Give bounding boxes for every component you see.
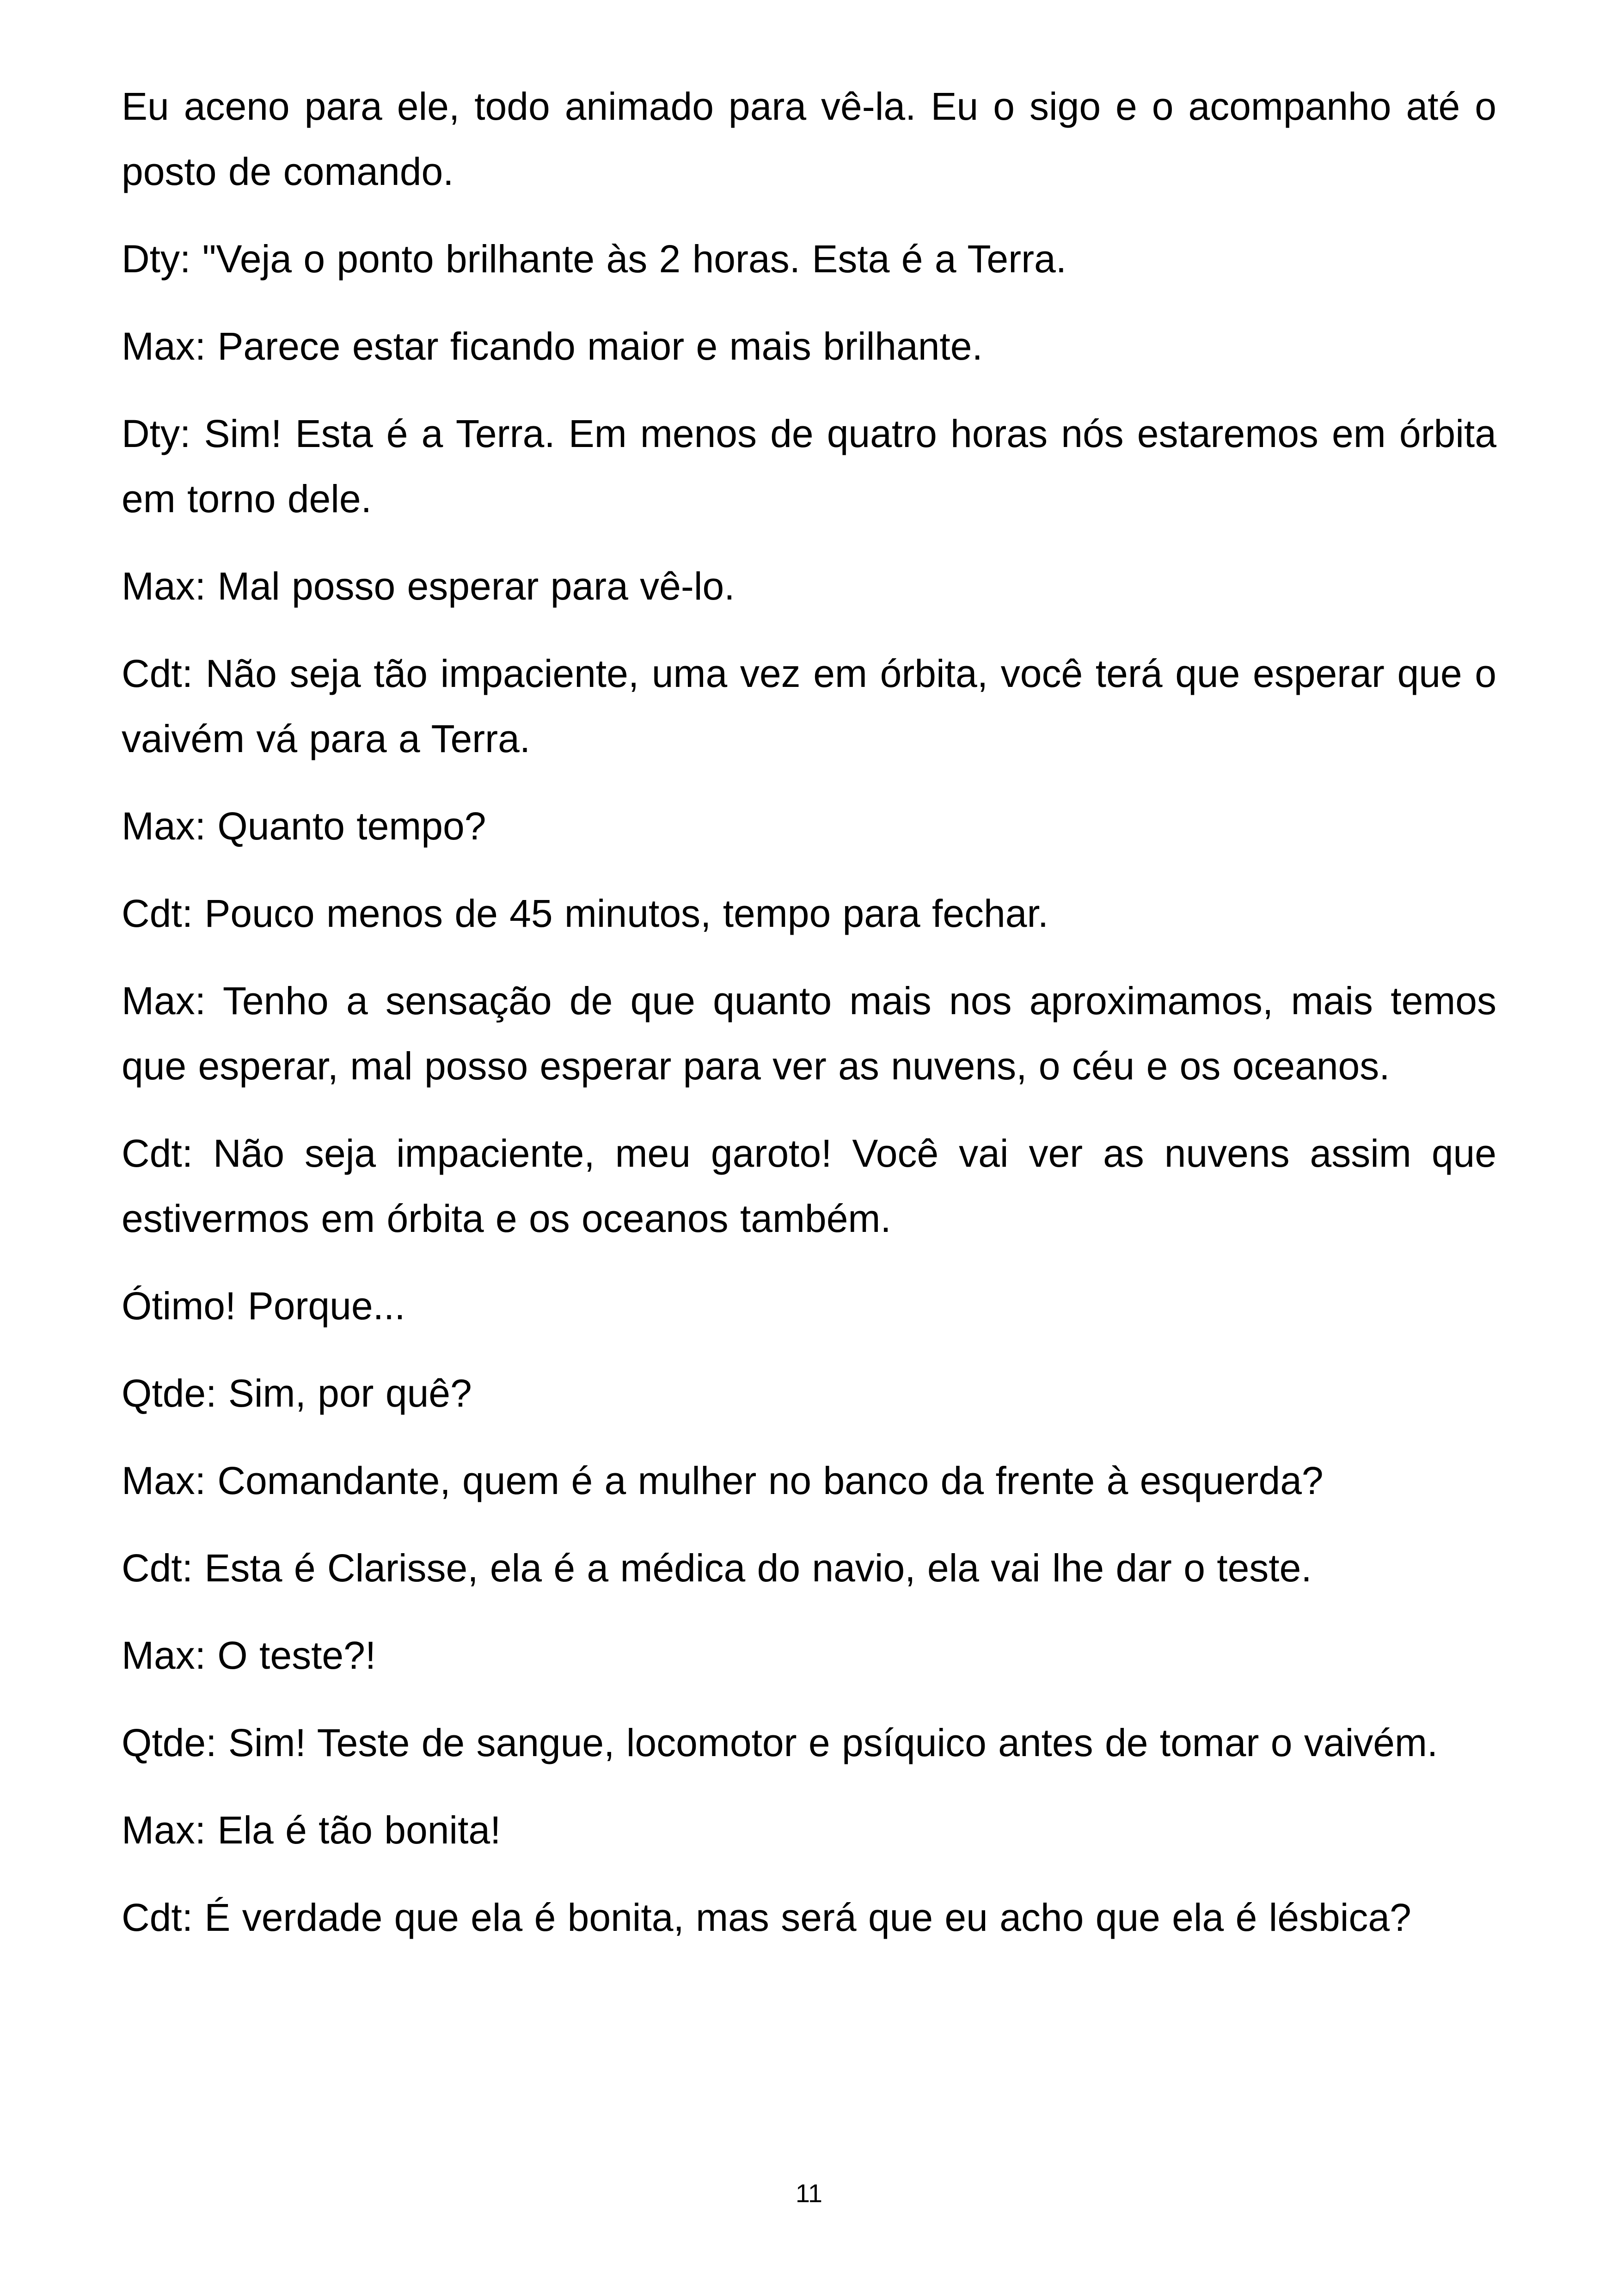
paragraph: Cdt: Não seja impaciente, meu garoto! Você vai ver as nuvens assim que estivermos em órbita e os oceanos também. xyxy=(122,1132,1496,1240)
paragraph: Eu aceno para ele, todo animado para vê-la. Eu o sigo e o acompanho até o posto de comando. xyxy=(122,85,1496,193)
paragraph: Max: O teste?! xyxy=(122,1634,376,1677)
paragraph: Dty: Sim! Esta é a Terra. Em menos de quatro horas nós estaremos em órbita em torno dele. xyxy=(122,412,1496,520)
paragraph: Qtde: Sim! Teste de sangue, locomotor e psíquico antes de tomar o vaivém. xyxy=(122,1721,1438,1764)
paragraph: Cdt: É verdade que ela é bonita, mas será que eu acho que ela é lésbica? xyxy=(122,1896,1411,1939)
paragraph: Ótimo! Porque... xyxy=(122,1284,405,1328)
paragraph: Cdt: Esta é Clarisse, ela é a médica do navio, ela vai lhe dar o teste. xyxy=(122,1546,1312,1590)
paragraph: Max: Parece estar ficando maior e mais brilhante. xyxy=(122,325,983,368)
paragraph: Cdt: Pouco menos de 45 minutos, tempo para fechar. xyxy=(122,892,1049,935)
paragraph: Max: Comandante, quem é a mulher no banco da frente à esquerda? xyxy=(122,1459,1324,1502)
paragraph: Max: Mal posso esperar para vê-lo. xyxy=(122,564,735,608)
paragraph: Dty: "Veja o ponto brilhante às 2 horas. Esta é a Terra. xyxy=(122,237,1067,281)
paragraph: Max: Tenho a sensação de que quanto mais nos aproximamos, mais temos que esperar, mal posso esperar para ver as nuvens, o céu e os oceanos. xyxy=(122,979,1496,1088)
document-body xyxy=(122,74,1496,1972)
page-number: 11 xyxy=(795,2179,823,2208)
paragraph: Max: Ela é tão bonita! xyxy=(122,1808,501,1852)
paragraph: Qtde: Sim, por quê? xyxy=(122,1371,472,1415)
paragraph: Max: Quanto tempo? xyxy=(122,804,486,848)
paragraph: Cdt: Não seja tão impaciente, uma vez em órbita, você terá que esperar que o vaivém vá para a Terra. xyxy=(122,652,1496,760)
